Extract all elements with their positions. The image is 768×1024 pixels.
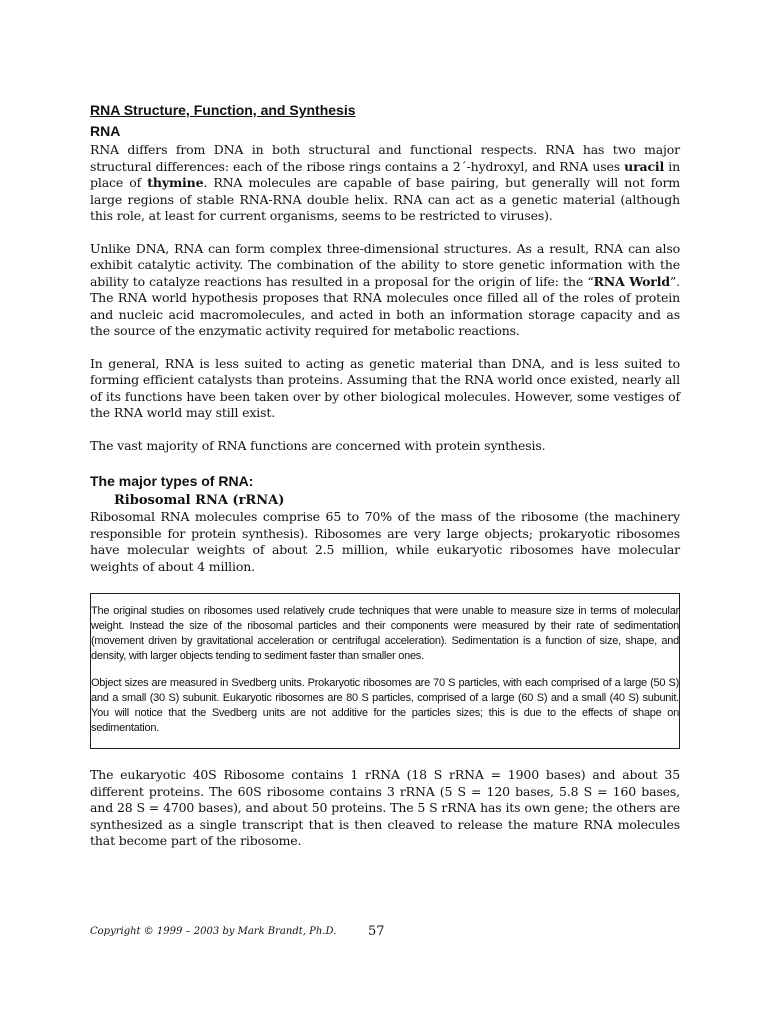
text-run: . RNA molecules are capable of base pairing, but generally will not form large regions of stable RNA-RNA double helix. RNA can act as a genetic material (although this role, at least for current organisms, seems to be restricted to viruses).: [90, 175, 680, 223]
paragraph-rna-suitability: In general, RNA is less suited to acting as genetic material than DNA, and is less suited to forming efficient catalysts than proteins. Assuming that the RNA world once existed, nearly all of its functions have been taken over by other biological molecules. However, some vestiges of the RNA world may still exist.: [90, 355, 680, 420]
subheading-rrna: Ribosomal RNA (rRNA): [114, 493, 285, 508]
text-run: Unlike DNA, RNA can form complex three-dimensional structures. As a result, RNA can also exhibit catalytic activity. The combination of the ability to store genetic information with the ability to catalyze reactions has resulted in a proposal for the origin of life: the “: [90, 240, 680, 289]
paragraph-eukaryotic-ribosome: The eukaryotic 40S Ribosome contains 1 rRNA (18 S rRNA = 1900 bases) and about 35 different proteins. The 60S ribosome contains 3 rRNA (5 S = 120 bases, 5.8 S = 160 bases, and 28 S = 4700 bases), and about 50 proteins. The 5 S rRNA has its own gene; the others are synthesized as a single transcript that is then cleaved to release the mature RNA molecules that become part of the ribosome.: [90, 767, 680, 848]
text-run: RNA differs from DNA in both structural and functional respects. RNA has two major structural differences: each of the ribose rings contains a 2´-hydroxyl, and RNA uses: [90, 142, 680, 174]
paragraph-rna-world: [90, 241, 680, 340]
term-uracil: uracil: [624, 158, 665, 174]
text-run: in place of: [90, 158, 680, 190]
box-paragraph-svedberg-units: Object sizes are measured in Svedberg units. Prokaryotic ribosomes are 70 S particles, with each comprised of a large (50 S) and a small (30 S) subunit. Eukaryotic ribosomes are 80 S particles, comprised of a large (60 S) and a small (40 S) subunit. You will notice that the Svedberg units are not additive for the particles sizes; this is due to the effects of shape on sedimentation.: [91, 677, 679, 734]
text-run: ”. The RNA world hypothesis proposes that RNA molecules once filled all of the roles of protein and nucleic acid macromolecules, and acted in both an information storage capacity and as the source of the enzymatic activity required for metabolic reactions.: [90, 273, 680, 338]
term-thymine: thymine: [147, 175, 204, 190]
paragraph-rna-differences: [90, 142, 680, 225]
page-title: RNA Structure, Function, and Synthesis: [90, 102, 356, 118]
section-heading-rna: RNA: [90, 123, 121, 139]
footer-copyright: Copyright © 1999 – 2003 by Mark Brandt, Ph.D.: [90, 926, 337, 937]
box-paragraph-sedimentation: The original studies on ribosomes used relatively crude techniques that were unable to measure size in terms of molecular weight. Instead the size of the ribosomal particles and their components were measured by their rate of sedimentation (movement driven by gravitational acceleration or centrifugal acceleration). Sedimentation is a function of size, shape, and density, with larger objects tending to sediment faster than smaller ones.: [91, 605, 679, 662]
sidebar-box-svedberg: [90, 593, 680, 749]
paragraph-protein-synthesis: The vast majority of RNA functions are concerned with protein synthesis.: [90, 437, 546, 453]
document-page: [90, 100, 680, 850]
section-heading-types: The major types of RNA:: [90, 473, 254, 489]
paragraph-ribosomal-rna: Ribosomal RNA molecules comprise 65 to 70% of the mass of the ribosome (the machinery responsible for protein synthesis). Ribosomes are very large objects; prokaryotic ribosomes have molecular weights of about 2.5 million, while eukaryotic ribosomes have molecular weights of about 4 million.: [90, 509, 680, 574]
term-rna-world: RNA World: [593, 273, 670, 289]
page-number: 57: [368, 924, 385, 939]
